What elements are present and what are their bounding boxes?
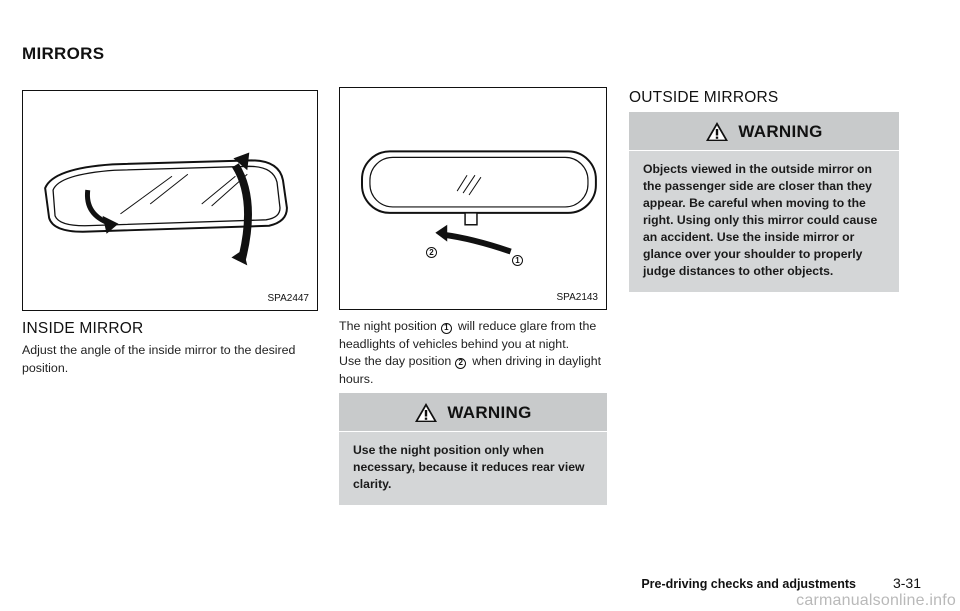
inside-mirror-body: Adjust the angle of the inside mirror to the desired position. [22, 343, 296, 375]
footer-section-title: Pre-driving checks and adjustments [641, 576, 856, 591]
outside-mirrors-heading: OUTSIDE MIRRORS [629, 89, 779, 106]
watermark: carmanualsonline.info [796, 592, 956, 609]
warning-header [339, 393, 607, 432]
night-position-marker: 1 [441, 323, 452, 334]
warning-triangle-icon [705, 121, 729, 142]
day-night-mirror-illustration [340, 88, 606, 309]
figure-day-night-mirror [339, 87, 607, 310]
warning-header [629, 112, 899, 151]
day-prefix: Use the day position [339, 354, 452, 368]
inside-mirror-heading: INSIDE MIRROR [22, 320, 144, 337]
callout-1: 1 [512, 255, 523, 266]
warning-text: Use the night position only when necessary, because it reduces rear view clarity. [339, 432, 607, 505]
day-position-text [339, 352, 607, 388]
figure-inside-mirror [22, 90, 318, 311]
warning-title: WARNING [447, 402, 532, 422]
section-title: MIRRORS [22, 44, 105, 63]
night-suffix: will reduce glare from the headlights of vehicles behind you at night. [339, 319, 597, 351]
warning-box-outside-mirror [629, 112, 899, 278]
day-position-marker: 2 [455, 358, 466, 369]
inside-mirror-illustration [23, 91, 317, 310]
figure-code: SPA2143 [556, 292, 598, 303]
night-position-text [339, 317, 607, 353]
figure-code: SPA2447 [267, 293, 309, 304]
warning-triangle-icon [414, 402, 438, 423]
warning-title: WARNING [738, 121, 823, 141]
callout-2: 2 [426, 247, 437, 258]
warning-box-night-position [339, 393, 607, 496]
night-prefix: The night position [339, 319, 437, 333]
day-suffix: when driving in daylight hours. [339, 354, 602, 386]
warning-text: Objects viewed in the outside mirror on the passenger side are closer than they appear. Be careful when moving to the right. Using only this mirror could cause an accident. Use the inside mirror or glance over your shoulder to properly judge distances to other objects. [629, 151, 899, 292]
page-number: 3-31 [892, 575, 921, 591]
